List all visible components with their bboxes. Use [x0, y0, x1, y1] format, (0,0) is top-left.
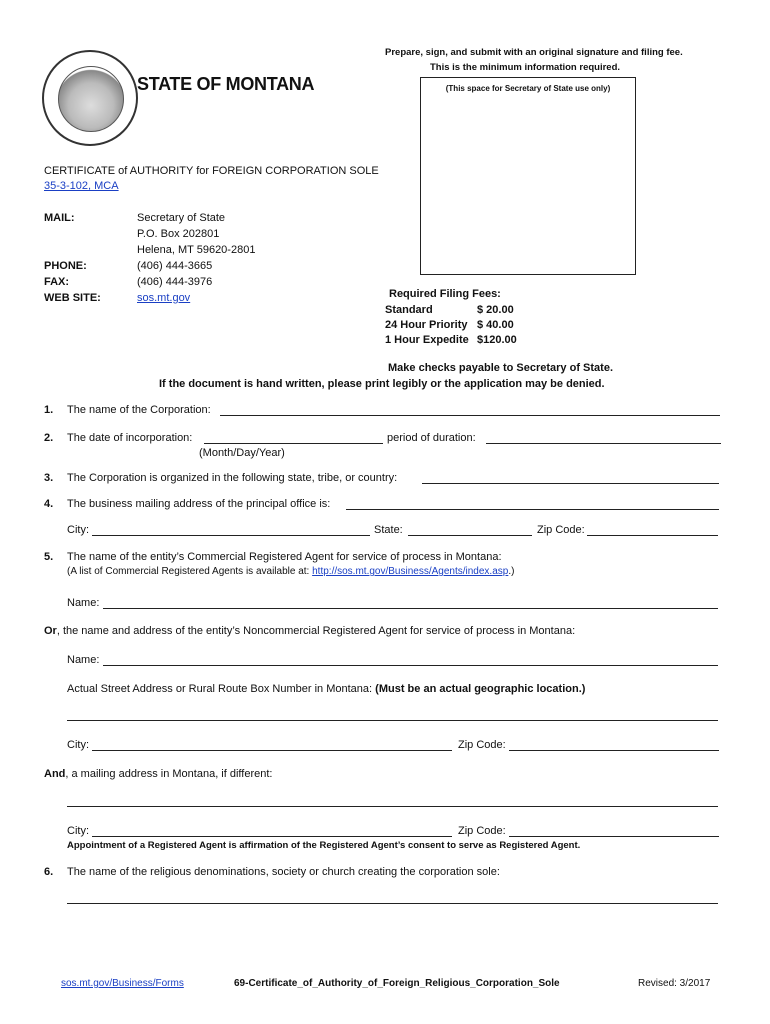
noncommercial-agent-name-field[interactable] — [103, 665, 718, 666]
mailing-city-field[interactable] — [92, 836, 452, 837]
item-4-state-field[interactable] — [408, 535, 532, 536]
religious-denomination-field[interactable] — [67, 903, 718, 904]
noncommercial-agent-intro: Or, the name and address of the entity’s Noncommercial Registered Agent for service of process in Montana: — [44, 625, 576, 637]
agent-zip-field[interactable] — [509, 750, 719, 751]
item-5-number: 5. — [44, 551, 54, 563]
statute-link[interactable]: 35-3-102, MCA — [44, 180, 119, 192]
agent-list-note: (A list of Commercial Registered Agents is available at: http://sos.mt.gov/Business/Agents/index.asp.) — [67, 566, 515, 577]
corporation-name-field[interactable] — [220, 415, 720, 416]
fax-label: FAX: — [44, 276, 70, 288]
mail-label: MAIL: — [44, 212, 75, 224]
item-6-label: The name of the religious denominations, society or church creating the corporation sole: — [67, 866, 500, 878]
agent-affirmation-note: Appointment of a Registered Agent is affirmation of the Registered Agent’s consent to serve as Registered Agent. — [67, 840, 581, 851]
sos-use-only-box — [420, 77, 636, 275]
agent-city-field[interactable] — [92, 750, 452, 751]
mailing-address-intro: And, a mailing address in Montana, if different: — [44, 768, 273, 780]
item-2-label: The date of incorporation: — [67, 432, 193, 444]
item-6-number: 6. — [44, 866, 54, 878]
noncommercial-agent-name-label: Name: — [67, 654, 100, 666]
item-2-number: 2. — [44, 432, 54, 444]
duration-field[interactable] — [486, 443, 721, 444]
instructions-line2: This is the minimum information required. — [430, 62, 621, 73]
mail-line2: P.O. Box 202801 — [137, 228, 220, 240]
footer-revised: Revised: 3/2017 — [638, 978, 711, 989]
mailing-address-field[interactable] — [67, 806, 718, 807]
organized-state-field[interactable] — [422, 483, 719, 484]
phone-label: PHONE: — [44, 260, 87, 272]
state-title: STATE OF MONTANA — [137, 74, 315, 94]
footer-forms-link[interactable]: sos.mt.gov/Business/Forms — [61, 978, 184, 989]
handwritten-note: If the document is hand written, please print legibly or the application may be denied. — [159, 378, 605, 390]
street-address-field[interactable] — [67, 720, 718, 721]
item-4-state-label: State: — [374, 524, 403, 536]
mailing-zip-field[interactable] — [509, 836, 719, 837]
item-3-label: The Corporation is organized in the following state, tribe, or country: — [67, 472, 398, 484]
web-link[interactable]: sos.mt.gov — [137, 292, 191, 304]
item-4-city-field[interactable] — [92, 535, 370, 536]
date-format-hint: (Month/Day/Year) — [199, 447, 285, 459]
item-4-city-label: City: — [67, 524, 89, 536]
phone-value: (406) 444-3665 — [137, 260, 213, 272]
mailing-zip-label: Zip Code: — [458, 825, 506, 837]
mail-line1: Secretary of State — [137, 212, 226, 224]
agent-zip-label: Zip Code: — [458, 739, 506, 751]
fee-label-standard: Standard — [385, 304, 433, 316]
fee-label-expedite: 1 Hour Expedite — [385, 334, 469, 346]
fee-amount-standard: $ 20.00 — [477, 304, 514, 316]
mailing-city-label: City: — [67, 825, 89, 837]
street-address-label: Actual Street Address or Rural Route Box Number in Montana: (Must be an actual geographic location.) — [67, 683, 586, 695]
item-4-number: 4. — [44, 498, 54, 510]
item-4-label: The business mailing address of the principal office is: — [67, 498, 331, 510]
mail-line3: Helena, MT 59620-2801 — [137, 244, 256, 256]
item-1-number: 1. — [44, 404, 54, 416]
checks-note: Make checks payable to Secretary of State. — [388, 362, 613, 374]
certificate-title: CERTIFICATE of AUTHORITY for FOREIGN CORPORATION SOLE — [44, 165, 379, 177]
montana-state-seal — [42, 50, 138, 146]
item-1-label: The name of the Corporation: — [67, 404, 211, 416]
fax-value: (406) 444-3976 — [137, 276, 213, 288]
commercial-agent-name-label: Name: — [67, 597, 100, 609]
duration-label: period of duration: — [387, 432, 476, 444]
fee-amount-expedite: $120.00 — [477, 334, 517, 346]
agent-city-label: City: — [67, 739, 89, 751]
item-3-number: 3. — [44, 472, 54, 484]
principal-address-field[interactable] — [346, 509, 719, 510]
item-4-zip-label: Zip Code: — [537, 524, 585, 536]
incorporation-date-field[interactable] — [204, 443, 383, 444]
fee-amount-priority: $ 40.00 — [477, 319, 514, 331]
item-4-zip-field[interactable] — [587, 535, 718, 536]
item-5-label: The name of the entity’s Commercial Registered Agent for service of process in Montana: — [67, 551, 502, 563]
instructions-line1: Prepare, sign, and submit with an original signature and filing fee. — [385, 47, 683, 58]
web-label: WEB SITE: — [44, 292, 101, 304]
sos-box-label: (This space for Secretary of State use only) — [445, 84, 611, 93]
fees-title: Required Filing Fees: — [389, 288, 501, 300]
commercial-agent-name-field[interactable] — [103, 608, 718, 609]
footer-form-name: 69-Certificate_of_Authority_of_Foreign_Religious_Corporation_Sole — [234, 978, 560, 989]
fee-label-priority: 24 Hour Priority — [385, 319, 468, 331]
agent-list-link[interactable]: http://sos.mt.gov/Business/Agents/index.asp — [312, 566, 509, 577]
